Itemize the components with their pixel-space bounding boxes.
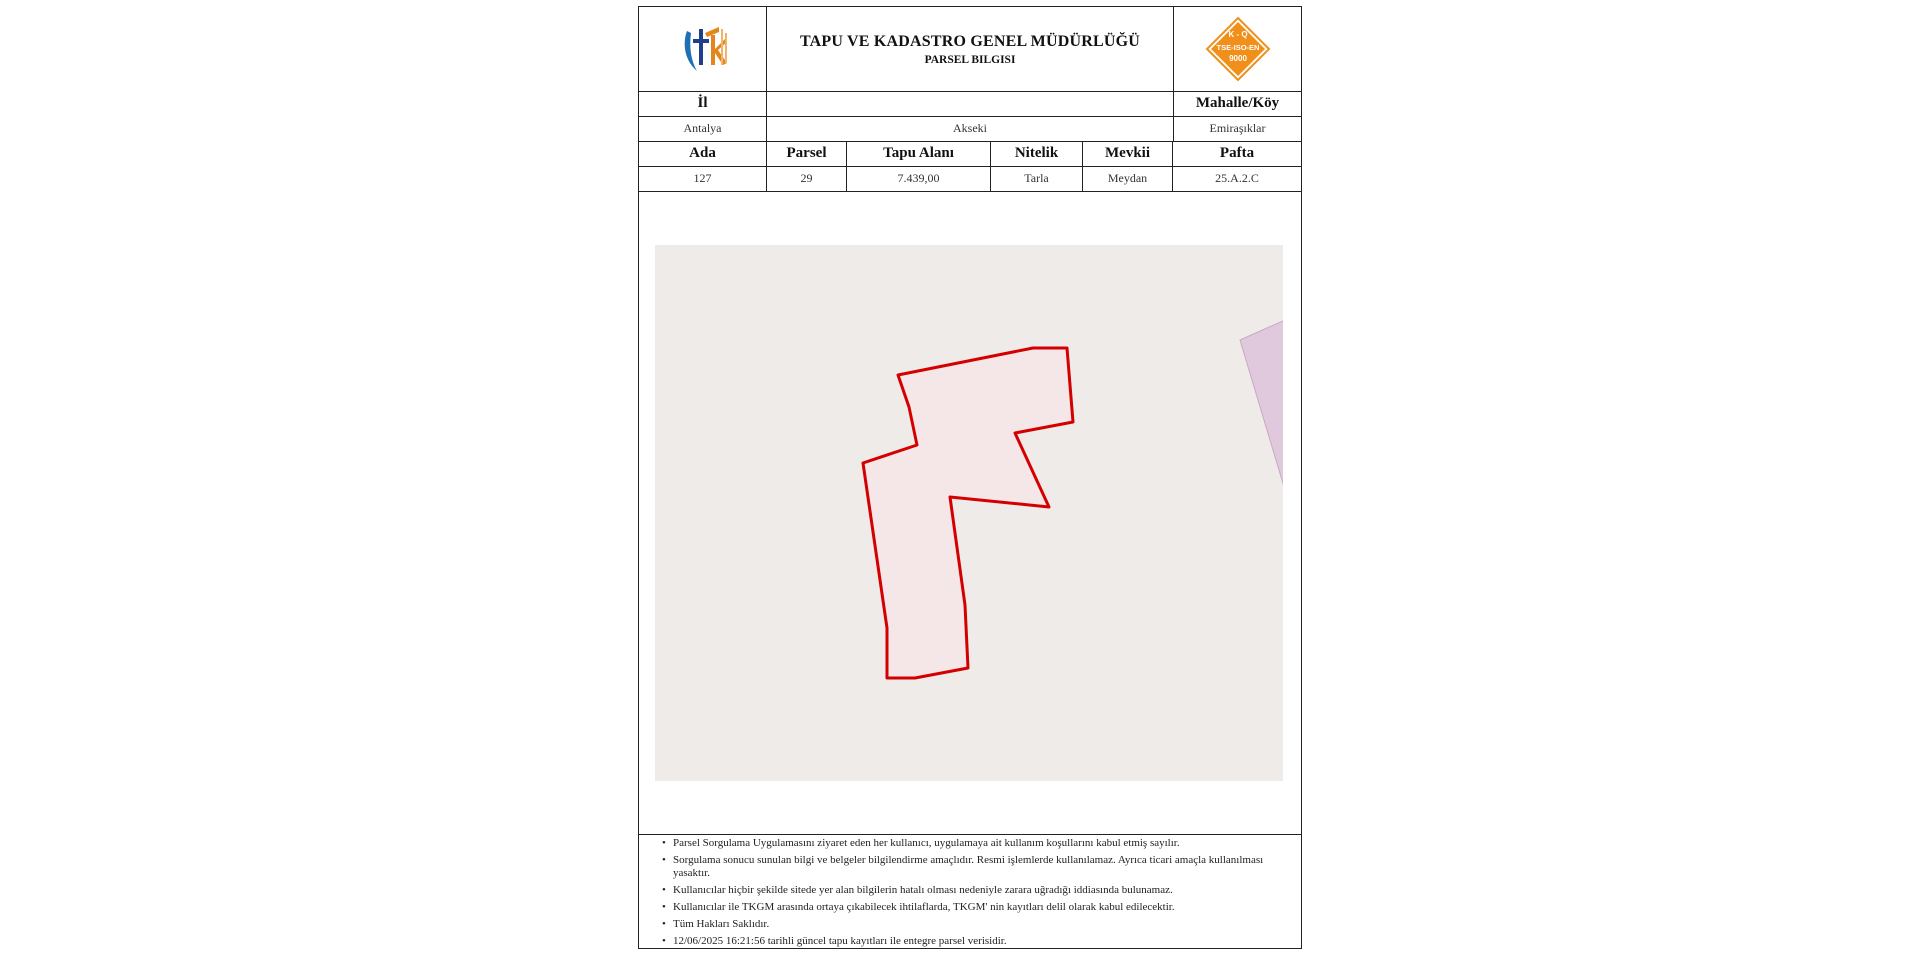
cert-line-2: TSE-ISO-EN xyxy=(1216,43,1259,52)
nitelik-value: Tarla xyxy=(991,166,1083,191)
tkgm-logo xyxy=(639,7,767,91)
tapu-alani-value: 7.439,00 xyxy=(847,166,991,191)
note-item: • Sorgulama sonucu sunulan bilgi ve belgeler bilgilendirme amaçlıdır. Resmi işlemlerde kullanılamaz. Ayrıca ticari amaçla kullanılması yasaktır. xyxy=(673,854,1283,880)
location-value-row xyxy=(639,116,1301,142)
mahalle-value: Emiraşıklar xyxy=(1209,121,1266,135)
document-subtitle: PARSEL BILGISI xyxy=(924,53,1016,66)
document-title: TAPU VE KADASTRO GENEL MÜDÜRLÜĞÜ xyxy=(799,32,1141,50)
ilce-value: Akseki xyxy=(767,116,1174,141)
parsel-header: Parsel xyxy=(767,141,847,166)
document-header xyxy=(639,7,1301,92)
disclaimer-notes xyxy=(639,835,1301,948)
ada-value: 127 xyxy=(639,166,767,191)
map-section xyxy=(639,191,1301,835)
tse-iso-certificate-badge xyxy=(1174,7,1301,91)
note-item: • Parsel Sorgulama Uygulamasını ziyaret eden her kullanıcı, uygulamaya ait kullanım koşullarını kabul etmiş sayılır. xyxy=(673,837,1283,850)
parcel-document xyxy=(638,6,1302,949)
note-item: • 12/06/2025 16:21:56 tarihli güncel tapu kayıtları ile entegre parsel verisidir. xyxy=(673,935,1283,948)
tapu-alani-header: Tapu Alanı xyxy=(847,141,991,166)
note-item: • Kullanıcılar ile TKGM arasında ortaya çıkabilecek ihtilaflarda, TKGM' nin kayıtları delil olarak kabul edilecektir. xyxy=(673,901,1283,914)
parsel-value: 29 xyxy=(767,166,847,191)
location-header-row xyxy=(639,91,1301,117)
parcel-header-row xyxy=(639,141,1301,167)
ada-header: Ada xyxy=(639,141,767,166)
cert-line-3: 9000 xyxy=(1228,54,1247,63)
note-item: • Tüm Hakları Saklıdır. xyxy=(673,918,1283,931)
il-label: İl xyxy=(639,91,767,116)
cert-line-1: K - Q xyxy=(1227,30,1248,39)
neighbor-parcel xyxy=(1240,320,1283,490)
note-item: • Kullanıcılar hiçbir şekilde sitede yer alan bilgilerin hatalı olması nedeniyle zarara uğradığı iddiasında bulunamaz. xyxy=(673,884,1283,897)
title-block xyxy=(767,7,1174,91)
parcel-value-row xyxy=(639,166,1301,192)
il-value: Antalya xyxy=(639,116,767,141)
pafta-value: 25.A.2.C xyxy=(1215,171,1259,185)
ilce-label-cell xyxy=(767,91,1174,116)
mahalle-label: Mahalle/Köy xyxy=(1195,95,1280,111)
parcel-boundary xyxy=(863,348,1073,678)
mevkii-header: Mevkii xyxy=(1083,141,1173,166)
nitelik-header: Nitelik xyxy=(991,141,1083,166)
pafta-header: Pafta xyxy=(1219,145,1255,161)
parcel-map xyxy=(655,245,1283,781)
mevkii-value: Meydan xyxy=(1083,166,1173,191)
